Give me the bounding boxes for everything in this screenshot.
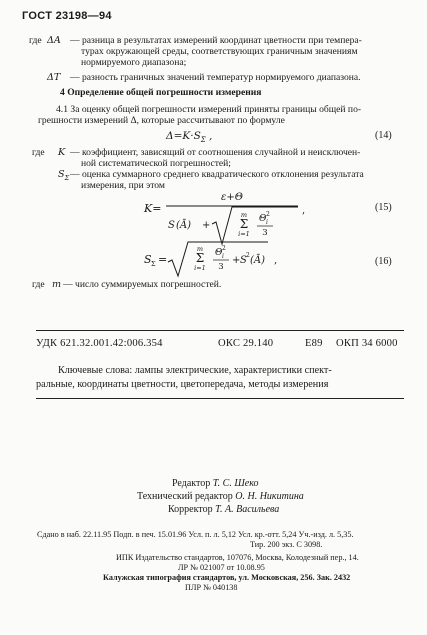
equation-number: (14) bbox=[375, 130, 392, 141]
def-symbol-delta-t: ΔT bbox=[47, 72, 61, 83]
svg-text:+: + bbox=[202, 220, 211, 231]
svg-text:i=1: i=1 bbox=[238, 230, 250, 238]
section-title: 4 Определение общей погрешности измерения bbox=[60, 87, 262, 98]
svg-text:Σ: Σ bbox=[195, 251, 205, 265]
svg-text:S: S bbox=[144, 253, 152, 266]
def-text-line: — коэффициент, зависящий от соотношения случайной и неисключен- bbox=[70, 147, 361, 158]
svg-text:(Ā): (Ā) bbox=[176, 220, 192, 231]
def-prefix: где bbox=[32, 279, 45, 290]
svg-text:i: i bbox=[266, 219, 268, 226]
paragraph-line: 4.1 За оценку общей погрешности измерений приняты границы общей по- bbox=[56, 104, 362, 115]
publisher-line: Калужская типография стандартов, ул. Московская, 256. Зак. 2432 bbox=[103, 573, 351, 582]
okp-code: ОКП 34 6000 bbox=[336, 338, 398, 349]
publisher-line: ЛР № 021007 от 10.08.95 bbox=[178, 563, 265, 572]
def-text-line: нормируемого диапазона; bbox=[81, 57, 187, 68]
svg-text:Σ: Σ bbox=[239, 217, 249, 231]
def-text-line: — разница в результатах измерений координат цветности при темпера- bbox=[70, 35, 362, 46]
def-symbol-delta-a: ΔA bbox=[47, 35, 61, 46]
def-prefix: где bbox=[29, 35, 42, 46]
divider bbox=[36, 398, 404, 399]
keywords-line: Ключевые слова: лампы электрические, характеристики спект- bbox=[58, 365, 332, 376]
credit-tech-editor: Технический редактор О. Н. Никитина bbox=[137, 491, 304, 502]
svg-text:S: S bbox=[240, 255, 247, 266]
svg-text:2: 2 bbox=[266, 211, 270, 218]
def-prefix: где bbox=[32, 147, 45, 158]
svg-text:3: 3 bbox=[218, 262, 224, 272]
svg-text:i=1: i=1 bbox=[194, 264, 206, 272]
keywords-line: ральные, координаты цветности, цветопередача, методы измерения bbox=[36, 379, 329, 390]
equation-number: (16) bbox=[375, 256, 392, 267]
oks-code: ОКС 29.140 bbox=[218, 338, 274, 349]
svg-text:i: i bbox=[222, 253, 224, 260]
imprint-line: Тир. 200 экз. С 3098. bbox=[250, 540, 323, 549]
svg-text:K=: K= bbox=[144, 202, 162, 215]
svg-text:S: S bbox=[168, 220, 175, 231]
e-code: Е89 bbox=[305, 338, 323, 349]
paragraph-line: грешности измерений Δ, которые рассчитывают по формуле bbox=[38, 115, 285, 126]
svg-text:Σ: Σ bbox=[151, 260, 156, 268]
svg-text:2: 2 bbox=[222, 245, 226, 252]
svg-text:m: m bbox=[196, 245, 204, 253]
svg-text:+: + bbox=[232, 255, 241, 266]
svg-text:ε+Θ: ε+Θ bbox=[221, 192, 243, 203]
def-symbol-k: K bbox=[58, 147, 66, 158]
svg-text:,: , bbox=[274, 255, 278, 266]
svg-text:,: , bbox=[302, 205, 306, 216]
def-text-line: — число суммируемых погрешностей. bbox=[63, 279, 222, 290]
svg-text:=: = bbox=[158, 253, 168, 266]
def-text-line: ной систематической погрешностей; bbox=[81, 158, 231, 169]
svg-text:Θ: Θ bbox=[259, 214, 267, 224]
divider bbox=[36, 330, 404, 331]
svg-text:(Ā): (Ā) bbox=[250, 255, 266, 266]
def-text-line: — разность граничных значений температур нормируемого диапазона. bbox=[70, 72, 361, 83]
def-symbol-m: m bbox=[52, 279, 62, 290]
publisher-line: ПЛР № 040138 bbox=[185, 583, 238, 592]
formula-16 bbox=[140, 240, 290, 278]
equation-number: (15) bbox=[375, 202, 392, 213]
document-code: ГОСТ 23198—94 bbox=[22, 10, 112, 22]
svg-text:3: 3 bbox=[262, 228, 268, 238]
svg-text:m: m bbox=[240, 211, 248, 219]
udc-code: УДК 621.32.001.42:006.354 bbox=[36, 338, 163, 349]
publisher-line: ИПК Издательство стандартов, 107076, Москва, Колодезный пер., 14. bbox=[116, 553, 359, 562]
def-text-line: измерения, при этом bbox=[81, 180, 165, 191]
def-text-line: — оценка суммарного среднего квадратического отклонения результата bbox=[70, 169, 364, 180]
def-symbol-s-sigma: $S_\Sigma$ bbox=[58, 169, 70, 182]
svg-text:2: 2 bbox=[246, 252, 250, 259]
imprint-line: Сдано в наб. 22.11.95 Подп. в печ. 15.01.96 Усл. п. л. 5,12 Усл. кр.-отт. 5,24 Уч.-изд. л. 5,35. bbox=[37, 530, 354, 539]
credit-editor: Редактор Т. С. Шеко bbox=[172, 478, 259, 489]
def-text-line: турах окружающей среды, соответствующих граничным значениям bbox=[81, 46, 358, 57]
svg-text:Θ: Θ bbox=[215, 248, 223, 258]
formula-14: $\Delta=K\cdot S_\Sigma$ , bbox=[166, 130, 213, 145]
credit-corrector: Корректор Т. А. Васильева bbox=[168, 504, 280, 515]
